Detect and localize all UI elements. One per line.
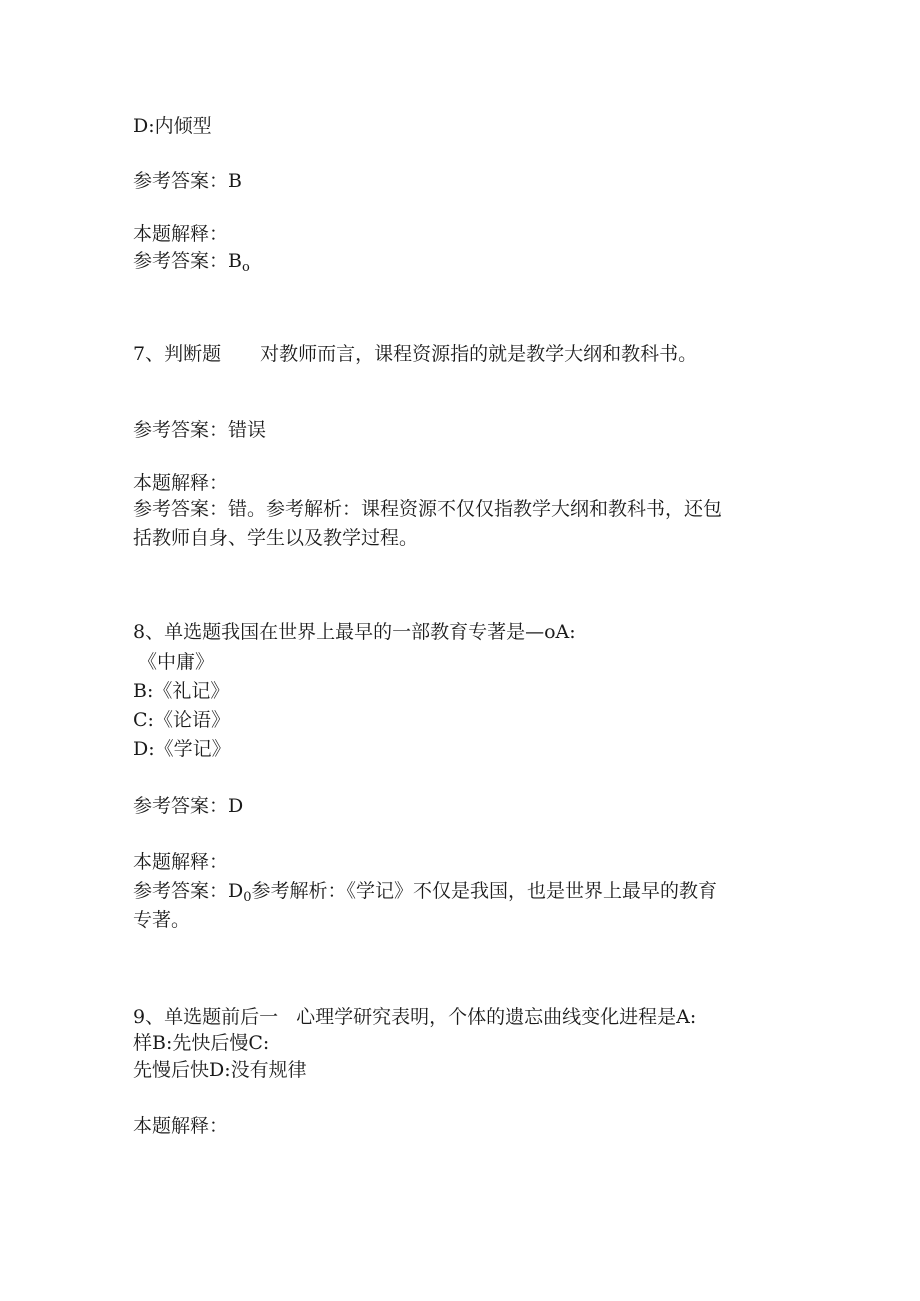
- q9-line3: 先慢后快D:没有规律: [133, 1059, 307, 1081]
- q8-answer: 参考答案：D: [133, 795, 244, 817]
- q8-explain-sub: 0: [243, 890, 252, 905]
- q8-explain-line1: [133, 879, 717, 910]
- q6-explain-answer-sub: o: [241, 260, 250, 275]
- q9-number: 9、单选题前后一: [133, 1006, 279, 1028]
- q9-stem-line: [133, 1005, 696, 1029]
- q8-explain-post: 参考解析：《学记》不仅是我国，也是世界上最早的教育: [251, 880, 718, 902]
- q8-option-c: C:《论语》: [133, 709, 230, 731]
- q8-explain-label: 本题解释：: [133, 851, 229, 873]
- q9-explain-label: 本题解释：: [133, 1115, 229, 1137]
- q8-option-a: 《中庸》: [138, 651, 215, 673]
- q6-option-d: D:内倾型: [133, 115, 212, 137]
- q8-option-d: D:《学记》: [133, 738, 231, 760]
- q7-stem-line: [133, 342, 697, 366]
- q9-line2: 样B:先快后慢C:: [133, 1032, 270, 1054]
- q6-answer: 参考答案：B: [133, 170, 242, 192]
- q6-explain-answer-main: 参考答案：B: [133, 250, 242, 272]
- q8-explain-line2: 专著。: [133, 909, 191, 931]
- q7-answer: 参考答案：错误: [133, 419, 267, 441]
- q9-stem: 心理学研究表明，个体的遗忘曲线变化进程是A:: [296, 1006, 697, 1028]
- q6-explain-answer: [133, 249, 250, 280]
- q7-stem: 对教师而言，课程资源指的就是教学大纲和教科书。: [260, 343, 698, 365]
- q6-explain-label: 本题解释：: [133, 223, 229, 245]
- q7-explain-line2: 括教师自身、学生以及教学过程。: [133, 527, 419, 549]
- q8-explain-pre: 参考答案：D: [133, 880, 244, 902]
- q7-explain-line1: 参考答案：错。参考解析：课程资源不仅仅指教学大纲和教科书，还包: [133, 498, 723, 520]
- q7-number: 7、判断题: [133, 343, 222, 365]
- q8-option-b: B:《礼记》: [133, 680, 230, 702]
- q8-stem: 8、单选题我国在世界上最早的一部教育专著是—oA:: [133, 621, 576, 643]
- q7-explain-label: 本题解释：: [133, 472, 229, 494]
